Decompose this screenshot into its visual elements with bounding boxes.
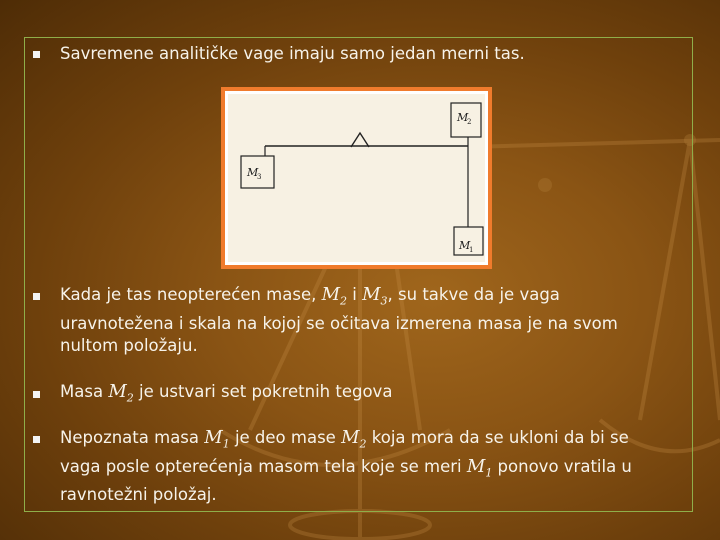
math-symbol: M [466, 455, 486, 477]
math-symbol: M [362, 284, 381, 305]
bullet-text-4 [60, 427, 672, 506]
bullet-4-text-part: je deo mase [229, 428, 342, 447]
bullet-marker [33, 293, 40, 300]
bullet-3-text-part: je ustvari set pokretnih tegova [133, 382, 393, 401]
bullet-text-2 [60, 284, 672, 357]
bullet-1-text: Savremene analitičke vage imaju samo jedan merni tas. [60, 44, 525, 63]
math-subscript: 3 [380, 294, 388, 308]
bullet-4-text-part: Nepoznata masa [60, 428, 205, 447]
bullet-marker [33, 51, 40, 58]
label-m3-sub: 3 [257, 173, 262, 181]
label-m2-sub: 2 [467, 118, 472, 126]
math-symbol: M [321, 284, 341, 305]
math-subscript: 2 [359, 437, 367, 451]
bullet-marker [33, 436, 40, 443]
balance-diagram [221, 87, 492, 269]
balance-drawing [225, 91, 488, 265]
bullet-4-text-part: koja mora da se ukloni da bi se vaga posle opterećenja masom tela koje se meri [60, 428, 629, 476]
pivot-fulcrum [351, 133, 369, 147]
bullet-3-text-part: Masa [60, 382, 109, 401]
math-symbol: M [341, 427, 360, 448]
math-subscript: 2 [340, 294, 348, 308]
math-symbol: M [204, 427, 223, 448]
bullet-marker [33, 391, 40, 398]
bullet-4-text-part: ponovo vratila u ravnotežni položaj. [60, 456, 632, 505]
math-subscript: 2 [126, 391, 134, 405]
bullet-2-text-part: Kada je tas neopterećen mase, [60, 285, 322, 304]
math-m1 [204, 427, 230, 451]
label-m3: M [247, 166, 259, 179]
math-subscript: 1 [222, 437, 230, 451]
math-m3 [362, 284, 388, 308]
math-subscript: 1 [485, 466, 493, 480]
bullet-2-text-part: , su takve da je vaga uravnotežena i skala na kojoj se očitava izmerena masa je na svom nultom položaju. [60, 285, 618, 355]
label-m1-sub: 1 [469, 246, 474, 254]
bullet-text-3 [60, 381, 672, 410]
math-m2 [341, 427, 367, 451]
bullet-2-text-part: i [347, 285, 363, 304]
label-m1: M [459, 239, 471, 252]
math-m1 [466, 455, 493, 480]
bullet-text-1 [60, 43, 672, 65]
label-m2: M [457, 111, 469, 124]
math-m2 [108, 381, 134, 405]
math-symbol: M [108, 381, 127, 402]
math-m2 [321, 284, 348, 308]
